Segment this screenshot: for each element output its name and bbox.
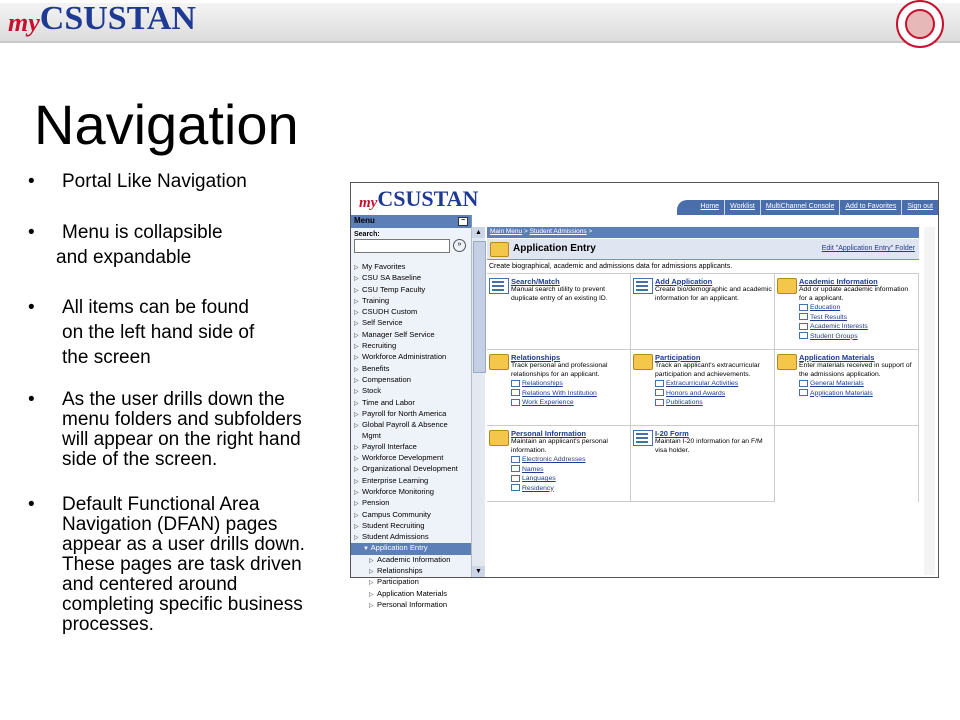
dfan-cell-title[interactable]: Application Materials bbox=[799, 353, 875, 362]
scroll-thumb[interactable] bbox=[473, 241, 486, 373]
dfan-cell-desc: Track personal and professional relationships for an applicant. bbox=[511, 362, 608, 378]
menu-subitem-label: Relationships bbox=[377, 566, 423, 576]
menu-item[interactable] bbox=[351, 476, 471, 487]
dfan-cell bbox=[775, 274, 919, 350]
bullet-text: • Menu is collapsible bbox=[62, 222, 223, 243]
folder-icon bbox=[489, 430, 509, 446]
expand-triangle-icon: ▷ bbox=[354, 310, 359, 317]
dfan-cell-desc: Add or update academic information for a applicant. bbox=[799, 286, 909, 302]
dfan-link[interactable]: Work Experience bbox=[511, 398, 628, 408]
menu-item[interactable] bbox=[351, 532, 471, 543]
menu-item-label: Workforce Monitoring bbox=[362, 486, 435, 496]
menu-item[interactable] bbox=[351, 296, 471, 307]
menu-item[interactable] bbox=[351, 285, 471, 296]
menu-subitem-label: Personal Information bbox=[377, 599, 448, 609]
menu-subitem-label: Application Materials bbox=[377, 588, 448, 598]
folder-icon bbox=[490, 242, 509, 257]
menu-item-label: Student Recruiting bbox=[362, 520, 425, 530]
dfan-cell bbox=[487, 350, 631, 426]
folder-icon bbox=[489, 354, 509, 370]
menu-subitem[interactable] bbox=[351, 555, 471, 566]
menu-item[interactable] bbox=[351, 442, 471, 453]
scroll-up-icon[interactable]: ▲ bbox=[472, 227, 485, 238]
menu-item-label: Global Payroll & Absence bbox=[362, 420, 448, 430]
nav-home-link[interactable]: Home bbox=[700, 203, 720, 210]
menu-item-label: Payroll Interface bbox=[362, 441, 417, 451]
dfan-cell bbox=[631, 350, 775, 426]
page-title: Application Entry bbox=[513, 243, 596, 254]
expand-triangle-icon: ▷ bbox=[354, 400, 359, 407]
menu-item[interactable] bbox=[351, 398, 471, 409]
dfan-link[interactable]: Electronic Addresses bbox=[511, 455, 628, 465]
dfan-cell-desc: Track an applicant's extracurricular participation and achievements. bbox=[655, 362, 760, 378]
dfan-cell-title[interactable]: Academic Information bbox=[799, 277, 878, 286]
bullet-item bbox=[28, 295, 328, 370]
dfan-link[interactable]: Names bbox=[511, 465, 628, 475]
edit-folder-link[interactable]: Edit "Application Entry" Folder bbox=[821, 245, 915, 252]
menu-item-label: Application Entry bbox=[370, 543, 428, 553]
dfan-cell-title[interactable]: I-20 Form bbox=[655, 429, 689, 438]
dfan-link[interactable]: General Materials bbox=[799, 379, 916, 389]
app-navbar bbox=[677, 200, 938, 215]
folder-icon bbox=[633, 354, 653, 370]
expand-triangle-icon: ▷ bbox=[354, 423, 359, 430]
menu-subitem[interactable] bbox=[351, 566, 471, 577]
expand-triangle-icon: ▷ bbox=[354, 377, 359, 384]
dfan-link[interactable]: Publications bbox=[655, 398, 772, 408]
menu-item[interactable] bbox=[351, 431, 471, 441]
bullet-text: the screen bbox=[62, 347, 151, 368]
menu-item[interactable] bbox=[351, 420, 471, 431]
expand-triangle-icon: ▷ bbox=[354, 344, 359, 351]
slide-title: Navigation bbox=[34, 93, 299, 156]
menu-item-label: Student Admissions bbox=[362, 532, 429, 542]
expand-triangle-icon: ▷ bbox=[354, 501, 359, 508]
page-icon bbox=[489, 278, 509, 294]
app-header bbox=[351, 183, 938, 215]
expand-triangle-icon: ▷ bbox=[354, 287, 359, 294]
expand-triangle-icon: ▷ bbox=[369, 557, 374, 564]
menu-subitem-label: Participation bbox=[377, 577, 419, 587]
dfan-cell-desc: Maintain I-20 information for an F/M visa holder. bbox=[655, 438, 763, 454]
expand-triangle-icon: ▷ bbox=[354, 444, 359, 451]
bullet-item bbox=[28, 495, 328, 635]
app-screenshot bbox=[350, 182, 939, 609]
menu-scrollbar[interactable] bbox=[471, 227, 485, 577]
dfan-cell bbox=[487, 426, 631, 502]
top-banner bbox=[0, 0, 960, 46]
menu-item[interactable] bbox=[351, 330, 471, 341]
content-scrollbar[interactable] bbox=[924, 227, 935, 575]
expand-triangle-icon: ▷ bbox=[354, 467, 359, 474]
expand-triangle-icon: ▷ bbox=[354, 355, 359, 362]
nav-signout-link[interactable]: Sign out bbox=[901, 200, 938, 215]
menu-item[interactable] bbox=[351, 409, 471, 420]
expand-triangle-icon: ▷ bbox=[369, 602, 374, 609]
page-icon bbox=[633, 430, 653, 446]
expand-triangle-icon: ▷ bbox=[354, 512, 359, 519]
breadcrumb-student-admissions[interactable]: Student Admissions bbox=[529, 228, 587, 235]
app-logo-name: CSUSTAN bbox=[377, 186, 479, 211]
menu-item[interactable] bbox=[351, 318, 471, 329]
dfan-cell-title[interactable]: Personal Information bbox=[511, 429, 587, 438]
menu-item[interactable] bbox=[351, 352, 471, 363]
dfan-cell-desc: Create bio/demographic and academic information for an applicant. bbox=[655, 286, 772, 302]
expand-triangle-icon: ▷ bbox=[369, 591, 374, 598]
breadcrumb-main-menu[interactable]: Main Menu bbox=[490, 228, 523, 235]
dfan-cell-title[interactable]: Add Application bbox=[655, 277, 713, 286]
breadcrumb bbox=[487, 227, 919, 238]
menu-item-label: Recruiting bbox=[362, 341, 397, 351]
menu-item-label: Pension bbox=[362, 498, 390, 508]
menu-item-label: Training bbox=[362, 295, 390, 305]
menu-item-label: Self Service bbox=[362, 318, 403, 328]
dfan-cell bbox=[631, 426, 775, 502]
nav-worklist-link[interactable]: Worklist bbox=[724, 200, 760, 215]
dfan-link[interactable]: Residency bbox=[511, 484, 628, 494]
menu-item-label: CSUDH Custom bbox=[362, 307, 418, 317]
dfan-link[interactable]: Application Materials bbox=[799, 389, 916, 399]
menu-item[interactable] bbox=[351, 273, 471, 284]
page-title-bar bbox=[487, 239, 919, 260]
menu-item[interactable] bbox=[351, 453, 471, 464]
menu-item[interactable] bbox=[351, 521, 471, 532]
menu-subitem[interactable] bbox=[351, 589, 471, 600]
menu-item-label: Benefits bbox=[362, 363, 390, 373]
expand-triangle-icon: ▷ bbox=[354, 523, 359, 530]
menu-item[interactable] bbox=[351, 510, 471, 521]
menu-item-label: Compensation bbox=[362, 374, 411, 384]
expand-triangle-icon: ▷ bbox=[354, 321, 359, 328]
dfan-link[interactable]: Relations With Institution bbox=[511, 389, 628, 399]
menu-item-label: Organizational Development bbox=[362, 464, 458, 474]
university-seal-icon bbox=[896, 0, 944, 48]
dfan-link[interactable]: Education bbox=[799, 303, 916, 313]
mycsustan-logo bbox=[8, 0, 196, 38]
app-logo-prefix: my bbox=[359, 195, 378, 211]
breadcrumb-sep: > bbox=[522, 228, 530, 235]
bullet-item bbox=[28, 170, 328, 193]
dfan-cell-desc: Manual search utility to prevent duplicate entry of an existing ID. bbox=[511, 286, 608, 302]
scroll-down-icon[interactable]: ▼ bbox=[472, 566, 485, 577]
dfan-cell bbox=[487, 274, 631, 350]
menu-item[interactable] bbox=[351, 375, 471, 386]
nav-multichannel-link[interactable]: MultiChannel Console bbox=[760, 200, 839, 215]
menu-item-label: Payroll for North America bbox=[362, 408, 447, 418]
dfan-link[interactable]: Student Groups bbox=[799, 332, 916, 342]
menu-item-label: CSU Temp Faculty bbox=[362, 284, 426, 294]
menu-item-selected[interactable] bbox=[351, 543, 471, 554]
menu-item-label: Campus Community bbox=[362, 509, 431, 519]
bullet-text: • All items can be found bbox=[62, 297, 249, 318]
menu-item[interactable] bbox=[351, 487, 471, 498]
dfan-cell-desc: Maintain an applicant's personal information. bbox=[511, 438, 608, 454]
menu-item-label: Stock bbox=[362, 386, 381, 396]
menu-item[interactable] bbox=[351, 262, 471, 273]
left-menu bbox=[351, 215, 482, 609]
expand-triangle-icon: ▷ bbox=[354, 366, 359, 373]
folder-icon bbox=[777, 278, 797, 294]
dfan-link[interactable]: Academic Interests bbox=[799, 322, 916, 332]
menu-item-label: Workforce Administration bbox=[362, 352, 447, 362]
dfan-link[interactable]: Test Results bbox=[799, 313, 916, 323]
app-logo bbox=[359, 186, 478, 212]
dfan-grid bbox=[487, 274, 919, 502]
dfan-cell-desc: Enter materials received in support of the admissions application. bbox=[799, 362, 912, 378]
expand-triangle-icon: ▷ bbox=[354, 276, 359, 283]
dfan-cell-title[interactable]: Relationships bbox=[511, 353, 561, 362]
bullet-item bbox=[28, 390, 328, 470]
expand-triangle-icon: ▷ bbox=[354, 411, 359, 418]
bullet-text: Default Functional Area Navigation (DFAN) pages appear as a user drills down. These pages are task driven and centered around completing specific business processes. bbox=[62, 494, 305, 635]
logo-prefix: my bbox=[8, 8, 40, 37]
menu-item-label: My Favorites bbox=[362, 262, 406, 271]
page-icon bbox=[633, 278, 653, 294]
menu-item[interactable] bbox=[351, 386, 471, 397]
menu-item-label: Enterprise Learning bbox=[362, 475, 429, 485]
bullet-list bbox=[28, 170, 328, 649]
dfan-cell bbox=[775, 350, 919, 426]
expand-triangle-icon: ▷ bbox=[369, 580, 374, 587]
menu-subitem-label: Academic Information bbox=[377, 554, 451, 564]
bullet-text: on the left hand side of bbox=[62, 322, 255, 343]
folder-icon bbox=[777, 354, 797, 370]
breadcrumb-end: > bbox=[586, 228, 593, 235]
menu-item[interactable] bbox=[351, 498, 471, 509]
menu-item-label: CSU SA Baseline bbox=[362, 273, 422, 283]
menu-item[interactable] bbox=[351, 307, 471, 318]
expand-triangle-icon: ▷ bbox=[354, 265, 359, 271]
expand-triangle-icon: ▷ bbox=[354, 456, 359, 463]
expand-triangle-icon: ▷ bbox=[354, 535, 359, 542]
menu-item-label: Manager Self Service bbox=[362, 329, 435, 339]
nav-add-favorites-link[interactable]: Add to Favorites bbox=[839, 200, 901, 215]
empty-cell bbox=[775, 426, 919, 502]
menu-header bbox=[351, 215, 471, 228]
collapse-icon[interactable]: − bbox=[458, 217, 468, 226]
page-description: Create biographical, academic and admissions data for admissions applicants. bbox=[487, 260, 919, 274]
expand-triangle-icon: ▷ bbox=[354, 489, 359, 496]
expand-triangle-icon: ▷ bbox=[369, 569, 374, 576]
dfan-cell bbox=[631, 274, 775, 350]
bullet-item bbox=[28, 220, 328, 270]
expand-triangle-icon: ▷ bbox=[354, 478, 359, 485]
logo-name: CSUSTAN bbox=[39, 0, 196, 37]
menu-item-label: Time and Labor bbox=[362, 397, 415, 407]
dfan-link[interactable]: Honors and Awards bbox=[655, 389, 772, 399]
expand-triangle-icon: ▷ bbox=[354, 298, 359, 305]
menu-subitem[interactable] bbox=[351, 600, 471, 611]
menu-title: Menu bbox=[354, 216, 375, 225]
content-area bbox=[487, 227, 919, 567]
bullet-text: and expandable bbox=[56, 247, 192, 268]
menu-item[interactable] bbox=[351, 364, 471, 375]
menu-subitem[interactable] bbox=[351, 577, 471, 588]
dfan-cell-title[interactable]: Search/Match bbox=[511, 277, 560, 286]
bullet-text: Portal Like Navigation bbox=[62, 171, 247, 192]
menu-item-label: Mgmt bbox=[362, 431, 381, 441]
expand-triangle-icon: ▷ bbox=[354, 332, 359, 339]
dfan-link[interactable]: Relationships bbox=[511, 379, 628, 389]
dfan-link[interactable]: Extracurricular Activities bbox=[655, 379, 772, 389]
dfan-link[interactable]: Languages bbox=[511, 474, 628, 484]
menu-search-input[interactable] bbox=[354, 239, 450, 253]
menu-items bbox=[351, 262, 471, 611]
expanded-triangle-icon: ▼ bbox=[363, 546, 371, 553]
menu-item[interactable] bbox=[351, 341, 471, 352]
menu-item-label: Workforce Development bbox=[362, 453, 444, 463]
menu-item[interactable] bbox=[351, 464, 471, 475]
dfan-cell-title[interactable]: Participation bbox=[655, 353, 701, 362]
search-go-icon[interactable]: » bbox=[453, 239, 466, 252]
search-label: Search: bbox=[354, 231, 380, 238]
expand-triangle-icon: ▷ bbox=[354, 389, 359, 396]
bullet-text: As the user drills down the menu folders and subfolders will appear on the right hand side of the screen. bbox=[62, 389, 302, 470]
